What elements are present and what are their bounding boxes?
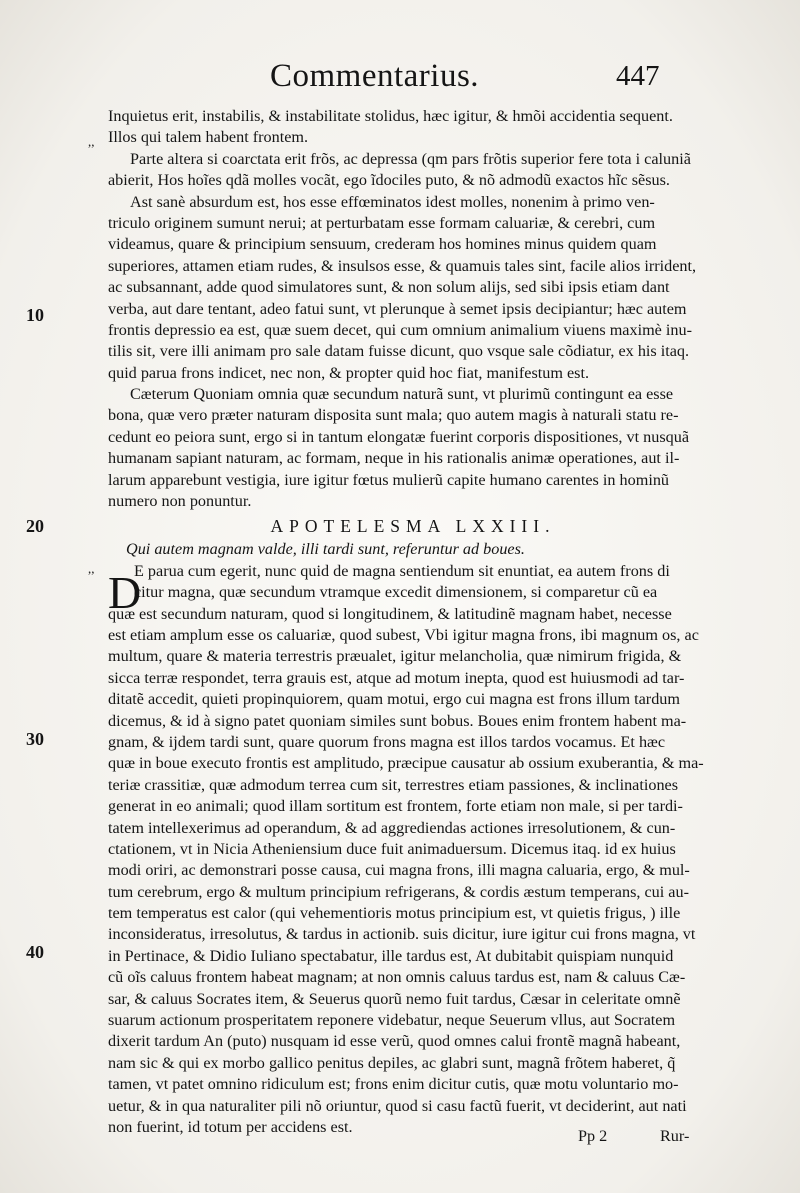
catchword: Rur- [660,1127,690,1145]
text-line: nam sic & qui ex morbo gallico penitus depiles, ac glabri sunt, magnã frõtem haberet, q̃ [108,1053,676,1072]
text-line: sar, & caluus Socrates item, & Seuerus quorũ nemo fuit tardus, Cæsar in celeritate omnẽ [108,989,681,1008]
text-line: Inquietus erit, instabilis, & instabilitate stolidus, hæc igitur, & hmõi accidentia sequent. [108,107,673,125]
margin-line-number-40: 40 [26,942,44,962]
body-text [108,106,718,1138]
text-line: tilis sit, vere illi animam pro sale datam fuisse dicunt, quo vsque sale cõdiatur, ex his itaq. [108,342,690,361]
text-line: suarum actionum prosperitatem reponere videbatur, neque Seuerum vllus, aut Socratem [108,1011,676,1030]
text-line: numero non ponuntur. [108,492,252,511]
text-line: modi oriri, ac demonstrari posse causa, cui magna frons, illi magna caluaria, ergo, & mul- [108,861,690,880]
text-line: non fuerint, id totum per accidens est. [108,1117,353,1136]
text-line: E parua cum egerit, nunc quid de magna sentiendum sit enuntiat, ea autem frons di [134,561,670,580]
text-line: triculo originem sumunt nerui; at perturbatam esse formam caluariæ, & cerebri, cum [108,213,656,232]
text-line: Ast sanè absurdum est, hos esse effœminatos idest molles, nonenim à primo ven- [130,192,655,211]
text-line: larum apparebunt vestigia, iure igitur fœtus mulierũ capite humano carentes in hominũ [108,470,670,489]
drop-capital: D [108,567,142,618]
margin-mark-quote-title: ,, [88,561,95,576]
margin-mark-quote: ,, [88,134,95,149]
text-line: videamus, quare & principium sensuum, crederam hos homines minus quidem quam [108,235,657,254]
margin-line-number-30: 30 [26,729,44,749]
text-line: Cæterum Quoniam omnia quæ secundum naturã sunt, vt plurimũ contingunt ea esse [130,385,674,404]
text-line: quæ est secundum naturam, quod si longitudinem, & latitudinẽ magnam habet, necesse [108,604,672,623]
section-title: Qui autem magnam valde, illi tardi sunt, referuntur ad boues. [126,540,525,559]
text-line: uetur, & in qua naturaliter pili nõ oriuntur, quod si casu factũ fuerit, vt deciderint, aut nati [108,1096,687,1115]
text-line: quid parua frons indicet, nec non, & propter quid hoc fiat, manifestum est. [108,363,590,382]
page-number: 447 [616,60,660,92]
text-line: verba, aut dare tentant, adeo fatui sunt, vt plerunque à semet ipsis decipiantur; hæc autem [108,299,687,318]
text-line: ctationem, vt in Nicia Atheniensium duce fuit animaduersum. Dicemus itaq. id ex huius [108,839,676,858]
text-line: inconsideratus, irresolutus, & tardus in actionib. suis dicitur, iure igitur cui frons magna, vt [108,925,696,944]
text-line: ac subsannant, adde quod simulatores sunt, & non solum alijs, sed sibi ipsis etiam dant [108,278,670,297]
text-line: humanam sapiant naturam, ac formam, neque in his rationalis animæ operationes, aut il- [108,449,680,468]
text-line: citur magna, quæ secundum vtramque excedit dimensionem, si comparetur cũ ea [134,583,658,602]
text-line: teriæ crassitiæ, quæ admodum terrea cum sit, terrestres etiam passiones, & inclinationes [108,775,679,794]
text-line: gnam, & ijdem tardi sunt, quare quorum frons magna est illos tardos vocamus. Et hæc [108,732,666,751]
text-line: tamen, vt patet omnino ridiculum est; frons enim dicitur cutis, quæ motu voluntario mo- [108,1075,679,1094]
text-line: quæ in boue executo frontis est amplitudo, præcipue causatur ab ossium exuberantia, & ma- [108,754,704,773]
text-line: bona, quæ vero præter naturam disposita sunt mala; quo autem magis à naturali statu re- [108,406,679,425]
signature-mark: Pp 2 [578,1127,608,1145]
text-line: Parte altera si coarctata erit frõs, ac depressa (qm pars frõtis superior fere tota i caluniã [130,149,691,168]
text-line: cedunt eo peiora sunt, ergo si in tantum elongatæ fuerint corporis dispositiones, vt nusquã [108,427,690,446]
text-line: est etiam amplum esse os caluariæ, quod subest, Vbi igitur magna frons, ibi magnum os, ac [108,625,699,644]
page-header [0,58,800,98]
text-line: tatem intellexerimus ad operandum, & ad aggrediendas actiones irresolutionem, & cun- [108,818,676,837]
margin-line-number-20: 20 [26,516,44,536]
text-line: multum, quare & materia terrestris præualet, igitur melancholia, quæ nimirum frigida, & [108,647,682,666]
section-heading: APOTELESMA LXXIII. [270,516,556,537]
text-line: cũ oĩs caluus frontem habeat magnam; at non omnis caluus tardus est, nam & caluus Cæ- [108,968,686,987]
text-line: frontis depressio ea est, quæ suem decet, qui cum omnium animalium viuens maximè inu- [108,320,692,339]
running-head: Commentarius. [270,58,480,94]
text-line: superiores, attamen etiam rudes, & insulsos esse, & quamuis tales sint, facile alios irrident, [108,256,697,275]
text-line: tum cerebrum, ergo & multum principium refrigerans, & cordis æstum temperans, cui au- [108,882,689,901]
text-line: generat in eo animali; quod illam sortitum est frontem, forte etiam non male, si per tardi- [108,797,683,816]
margin-line-number-10: 10 [26,305,44,325]
text-line: in Pertinace, & Didio Iuliano spectabatur, ille tardus est, At dubitabit quispiam nunquid [108,946,674,965]
text-line: dicemus, & id à signo patet quoniam similes sunt bobus. Boues enim frontem habent ma- [108,711,687,730]
text-line: abierit, Hos hoĩes qdã molles vocãt, ego ĩdociles puto, & nõ admodũ exactos hĩc sẽsus. [108,171,670,190]
text-line: ditatẽ accedit, quieti propinquiorem, quam motui, ergo cui magna est frons illum tardum [108,690,680,709]
text-line: Illos qui talem habent frontem. [108,128,309,147]
text-line: dixerit tardum An (puto) nusquam id esse verũ, quod omnes calui frontẽ magnã habeant, [108,1032,681,1051]
text-line: sicca terræ respondet, terra grauis est, atque ad motum inepta, quod est huiusmodi ad tar- [108,668,685,687]
text-line: tem temperatus est calor (qui vehementioris motus principium est, vt quietis frigus, ) ille [108,904,681,923]
